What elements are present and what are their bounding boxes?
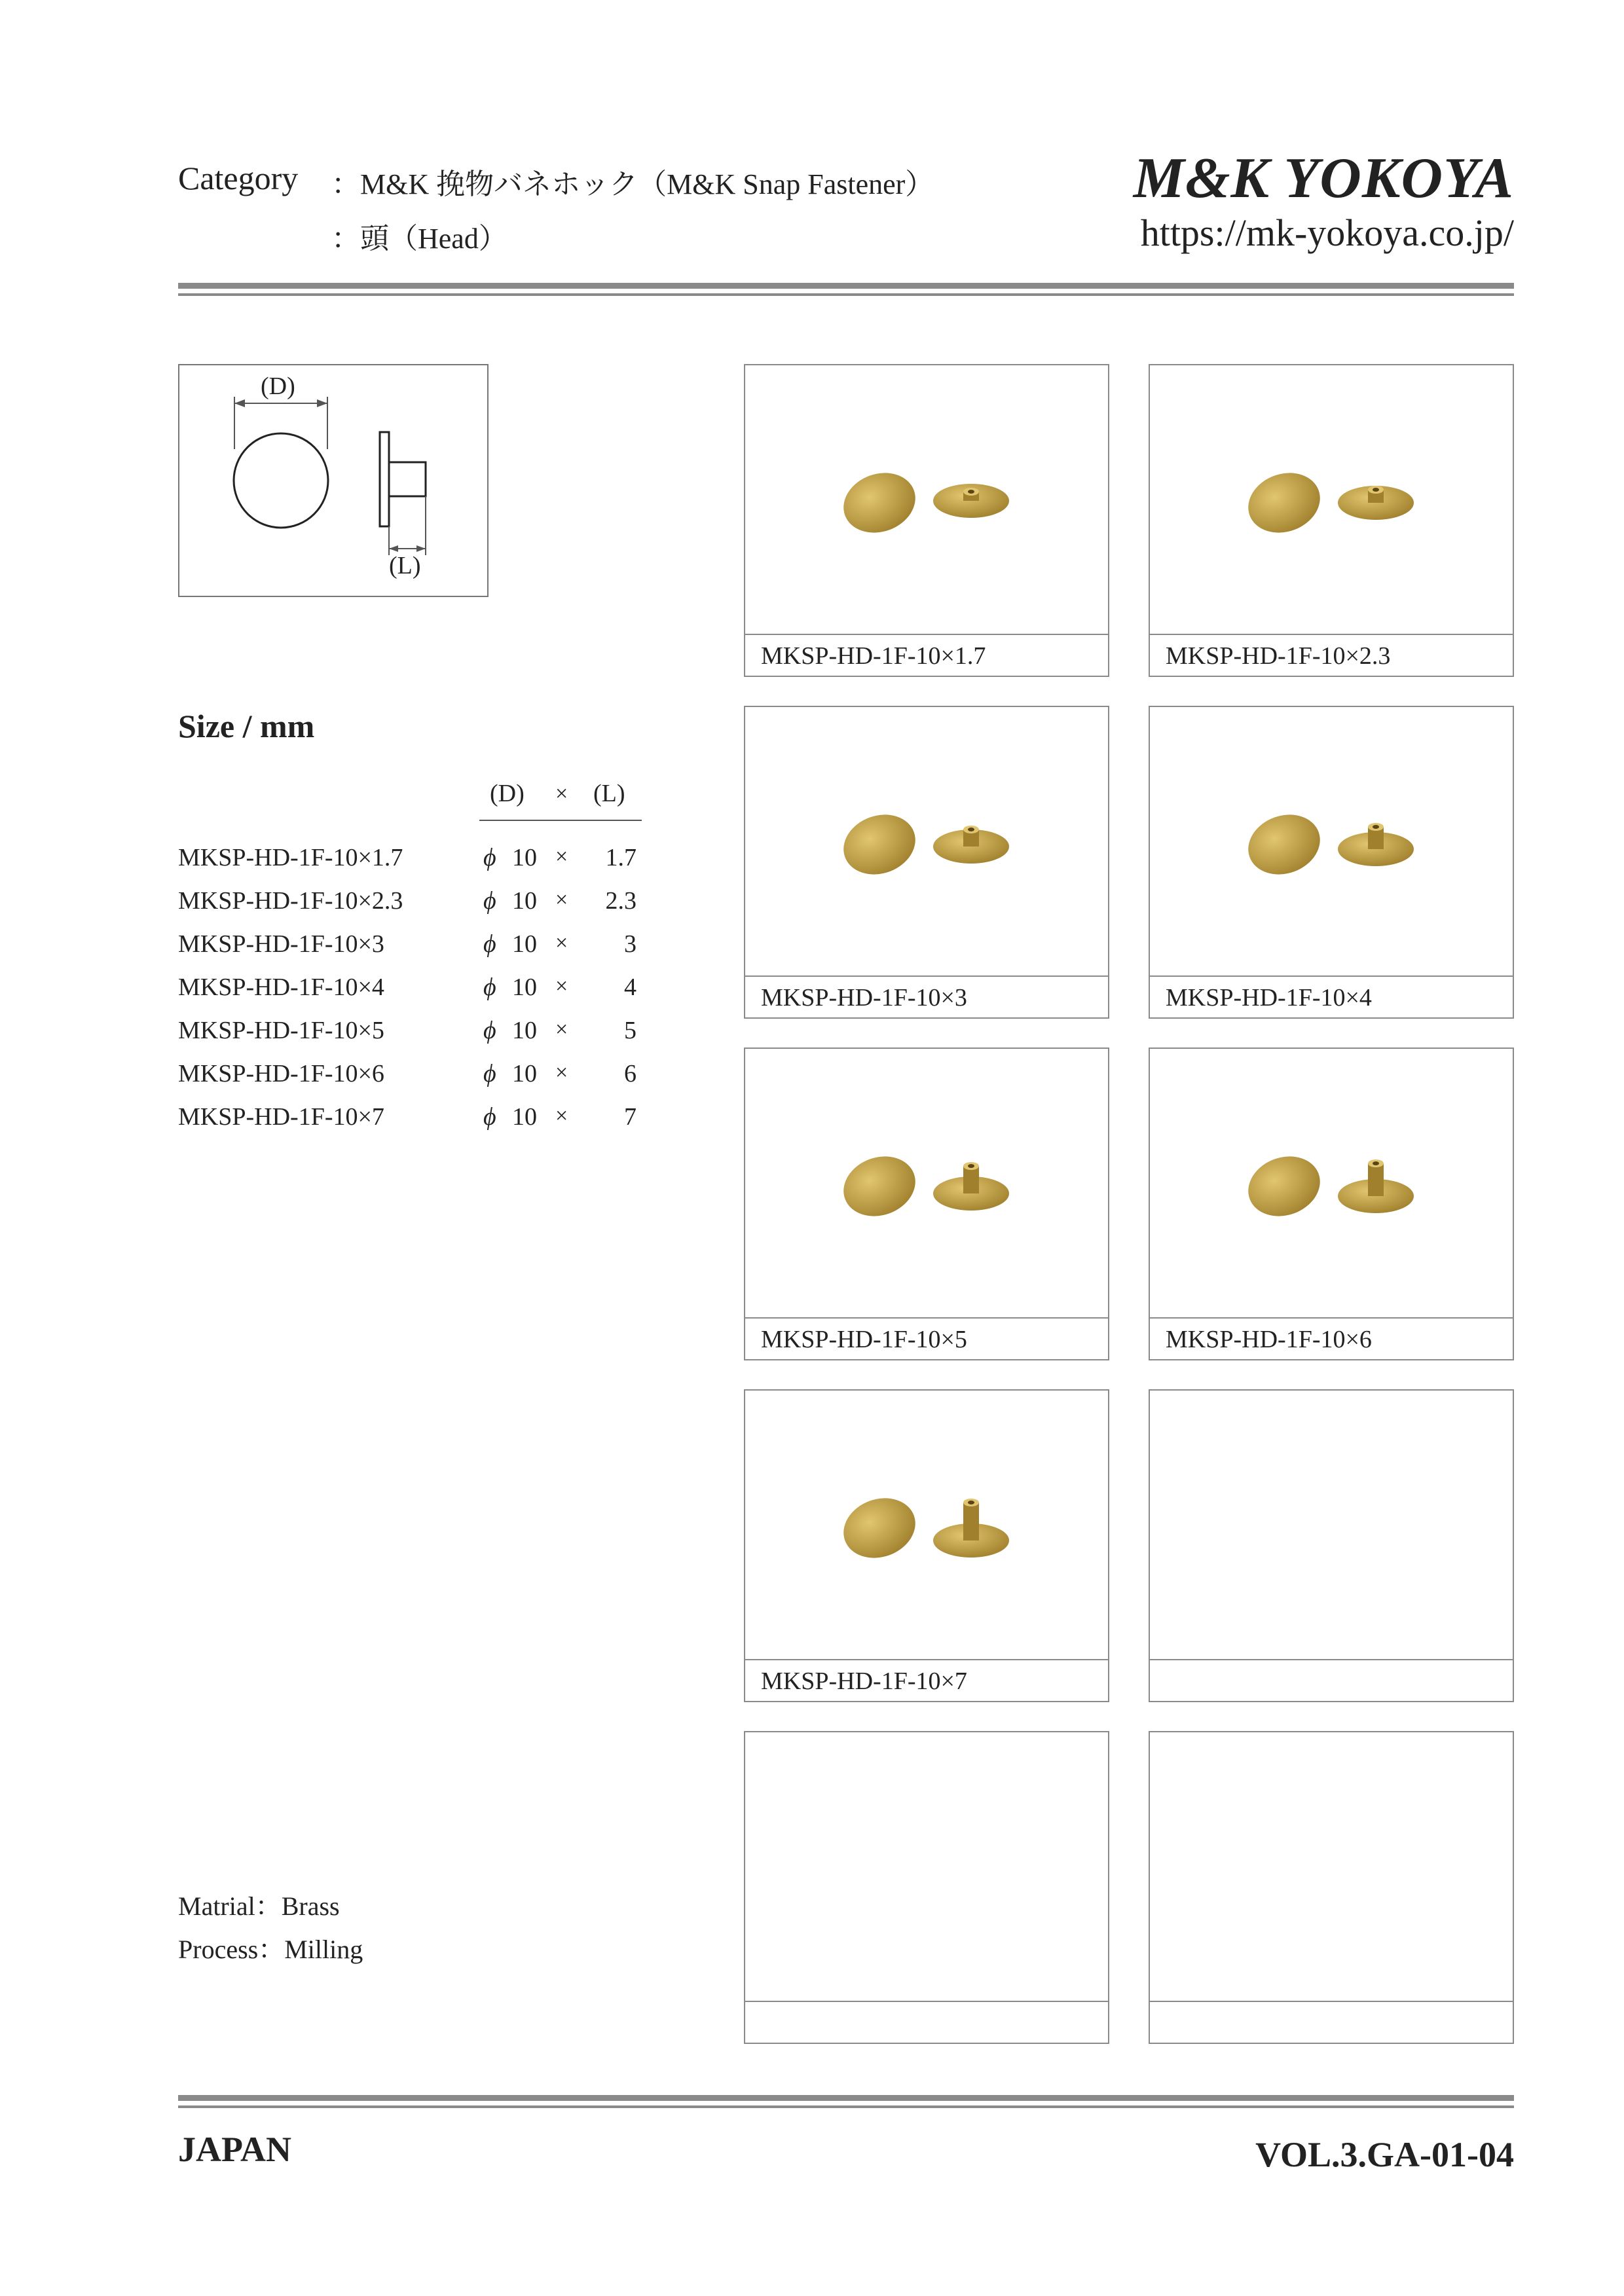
- product-card: [744, 1389, 1109, 1702]
- product-caption-box: [745, 975, 1108, 1017]
- product-photo: [745, 365, 1108, 634]
- length-value: 3: [624, 930, 637, 958]
- diameter-value: 10: [512, 1103, 537, 1131]
- size-table-row: [178, 1102, 676, 1146]
- diameter-value: 10: [512, 887, 537, 915]
- diameter-value: 10: [512, 844, 537, 871]
- size-table-row: [178, 1059, 676, 1102]
- brand-logo: M&K YOKOYA: [1133, 147, 1514, 210]
- category-line-2: ：頭（Head）: [331, 223, 507, 255]
- phi-symbol: ϕ: [483, 1017, 496, 1044]
- length-value: 4: [624, 974, 637, 1001]
- product-caption: MKSP-HD-1F-10×7: [761, 1667, 967, 1695]
- product-card: [1149, 364, 1514, 677]
- length-value: 6: [624, 1060, 637, 1087]
- category-label: Category: [178, 160, 299, 196]
- times-symbol: ×: [555, 888, 568, 912]
- product-caption-box: [745, 1317, 1108, 1359]
- size-table-header: [479, 774, 642, 821]
- times-symbol: ×: [555, 974, 568, 998]
- product-photo: [1150, 1049, 1513, 1317]
- product-caption: MKSP-HD-1F-10×6: [1166, 1326, 1372, 1353]
- phi-symbol: ϕ: [483, 844, 496, 871]
- dimension-l-label: (L): [389, 552, 421, 579]
- process-text: Process：Milling: [178, 1935, 363, 1964]
- product-caption-box: [745, 1659, 1108, 1701]
- footer-country: JAPAN: [178, 2130, 291, 2169]
- length-value: 5: [624, 1017, 637, 1044]
- footer-rule-thin: [178, 2105, 1514, 2108]
- product-photo: [1150, 1732, 1513, 2001]
- footer-volume-code: VOL.3.GA-01-04: [1255, 2135, 1514, 2174]
- length-value: 1.7: [605, 844, 637, 871]
- product-card: [744, 1048, 1109, 1360]
- product-card: [744, 364, 1109, 677]
- size-table-row: [178, 843, 676, 886]
- size-table-row: [178, 973, 676, 1016]
- phi-symbol: ϕ: [483, 1060, 496, 1087]
- dimension-d-label: (D): [261, 373, 295, 400]
- times-symbol: ×: [555, 845, 568, 869]
- times-symbol: ×: [555, 1104, 568, 1128]
- product-caption: MKSP-HD-1F-10×1.7: [761, 642, 986, 670]
- product-caption-box: [1150, 1659, 1513, 1701]
- product-photo: [1150, 707, 1513, 975]
- footer-rule-thick: [178, 2095, 1514, 2101]
- part-number: MKSP-HD-1F-10×2.3: [178, 887, 403, 915]
- size-section-title: Size / mm: [178, 708, 315, 744]
- product-caption: MKSP-HD-1F-10×4: [1166, 984, 1372, 1011]
- size-table-row: [178, 886, 676, 930]
- snap-head-drawing: [179, 365, 487, 596]
- times-symbol: ×: [555, 1017, 568, 1042]
- product-card: [1149, 1389, 1514, 1702]
- part-number: MKSP-HD-1F-10×3: [178, 930, 384, 958]
- product-caption: MKSP-HD-1F-10×3: [761, 984, 967, 1011]
- diameter-value: 10: [512, 1017, 537, 1044]
- part-number: MKSP-HD-1F-10×6: [178, 1060, 384, 1087]
- material-text: Matrial：Brass: [178, 1891, 340, 1921]
- product-photo: [745, 1049, 1108, 1317]
- product-caption-box: [1150, 975, 1513, 1017]
- header-rule-thin: [178, 293, 1514, 296]
- diameter-value: 10: [512, 930, 537, 958]
- diameter-value: 10: [512, 1060, 537, 1087]
- website-link[interactable]: https://mk-yokoya.co.jp/: [1140, 211, 1514, 254]
- product-photo: [745, 1391, 1108, 1659]
- size-table-row: [178, 1016, 676, 1059]
- diameter-value: 10: [512, 974, 537, 1001]
- product-caption-box: [745, 2001, 1108, 2043]
- product-card: [744, 1731, 1109, 2044]
- product-photo: [1150, 365, 1513, 634]
- length-value: 2.3: [605, 887, 637, 915]
- product-caption-box: [1150, 634, 1513, 676]
- phi-symbol: ϕ: [483, 930, 496, 958]
- dimension-diagram: [178, 364, 489, 597]
- phi-symbol: ϕ: [483, 887, 496, 915]
- part-number: MKSP-HD-1F-10×5: [178, 1017, 384, 1044]
- size-table-row: [178, 930, 676, 973]
- product-caption-box: [1150, 1317, 1513, 1359]
- phi-symbol: ϕ: [483, 974, 496, 1001]
- product-card: [1149, 1731, 1514, 2044]
- product-caption-box: [1150, 2001, 1513, 2043]
- times-symbol: ×: [555, 1061, 568, 1085]
- phi-symbol: ϕ: [483, 1103, 496, 1131]
- category-line-1: ：M&K 挽物バネホック（M&K Snap Fastener）: [331, 168, 934, 200]
- part-number: MKSP-HD-1F-10×7: [178, 1103, 384, 1131]
- col-l-header: (L): [593, 780, 625, 807]
- product-photo: [745, 707, 1108, 975]
- product-card: [1149, 1048, 1514, 1360]
- length-value: 7: [624, 1103, 637, 1131]
- product-caption: MKSP-HD-1F-10×2.3: [1166, 642, 1391, 670]
- times-symbol: ×: [555, 931, 568, 955]
- part-number: MKSP-HD-1F-10×1.7: [178, 844, 403, 871]
- part-number: MKSP-HD-1F-10×4: [178, 974, 384, 1001]
- product-photo: [745, 1732, 1108, 2001]
- product-photo: [1150, 1391, 1513, 1659]
- col-d-header: (D): [490, 780, 525, 807]
- product-card: [744, 706, 1109, 1019]
- product-caption-box: [745, 634, 1108, 676]
- product-caption: MKSP-HD-1F-10×5: [761, 1326, 967, 1353]
- col-x-header: ×: [555, 782, 568, 806]
- product-card: [1149, 706, 1514, 1019]
- header-rule-thick: [178, 283, 1514, 289]
